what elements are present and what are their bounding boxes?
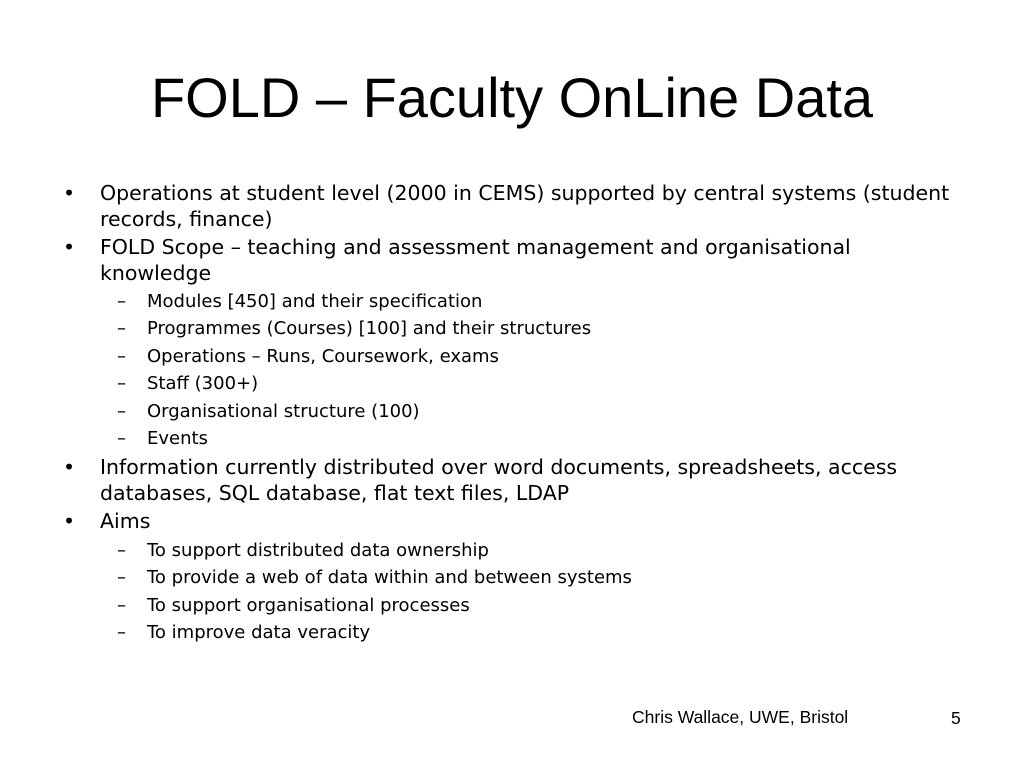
sub-bullet-item: [102, 564, 963, 591]
footer-text: Chris Wallace, UWE, Bristol: [632, 707, 849, 727]
bullet-marker: •: [63, 455, 76, 480]
sub-bullet-item: [102, 315, 963, 342]
sub-bullet-text: Staff (300+): [147, 373, 259, 395]
bullet-item: [63, 181, 963, 232]
bullet-text: Operations at student level (2000 in CEMS) supported by central systems (student records, finance): [100, 181, 950, 231]
sub-bullet-marker: –: [117, 567, 126, 589]
sub-bullet-item: [102, 592, 963, 619]
sub-bullet-item: [102, 619, 963, 646]
sub-bullet-list: [100, 537, 963, 647]
sub-bullet-item: [102, 343, 963, 370]
bullet-text: FOLD Scope – teaching and assessment management and organisational knowledge: [100, 235, 851, 285]
sub-bullet-marker: –: [117, 318, 126, 340]
sub-bullet-marker: –: [117, 291, 126, 312]
sub-bullet-text: Modules [450] and their specification: [147, 291, 483, 312]
bullet-item: [63, 235, 963, 452]
bullet-item: [63, 509, 963, 646]
sub-bullet-marker: –: [117, 373, 126, 395]
sub-bullet-item: [102, 537, 963, 564]
sub-bullet-text: Organisational structure (100): [147, 400, 420, 422]
page-number: 5: [951, 708, 961, 728]
sub-bullet-item: [102, 425, 963, 452]
bullet-item: [63, 455, 963, 506]
sub-bullet-item: [102, 370, 963, 397]
sub-bullet-item: [102, 398, 963, 425]
bullet-marker: •: [63, 235, 76, 259]
sub-bullet-text: To improve data veracity: [147, 622, 371, 644]
sub-bullet-item: [102, 288, 963, 315]
sub-bullet-marker: –: [117, 594, 126, 616]
sub-bullet-text: Programmes (Courses) [100] and their structures: [147, 318, 592, 340]
sub-bullet-marker: –: [117, 400, 126, 422]
sub-bullet-text: To provide a web of data within and between systems: [147, 567, 632, 589]
sub-bullet-marker: –: [117, 345, 126, 367]
bullet-list: [63, 181, 963, 650]
bullet-marker: •: [63, 181, 76, 205]
bullet-text: Aims: [100, 509, 151, 534]
bullet-marker: •: [63, 509, 76, 534]
sub-bullet-text: Events: [147, 428, 208, 450]
sub-bullet-text: To support organisational processes: [147, 594, 470, 616]
sub-bullet-marker: –: [117, 622, 126, 644]
bullet-text: Information currently distributed over word documents, spreadsheets, access databases, SQL database, flat text files, LDAP: [100, 455, 898, 505]
sub-bullet-marker: –: [117, 539, 126, 561]
sub-bullet-marker: –: [117, 428, 126, 450]
slide-title: FOLD – Faculty OnLine Data: [150, 66, 874, 129]
sub-bullet-list: [100, 288, 963, 452]
sub-bullet-text: Operations – Runs, Coursework, exams: [147, 345, 499, 367]
sub-bullet-text: To support distributed data ownership: [147, 539, 489, 561]
